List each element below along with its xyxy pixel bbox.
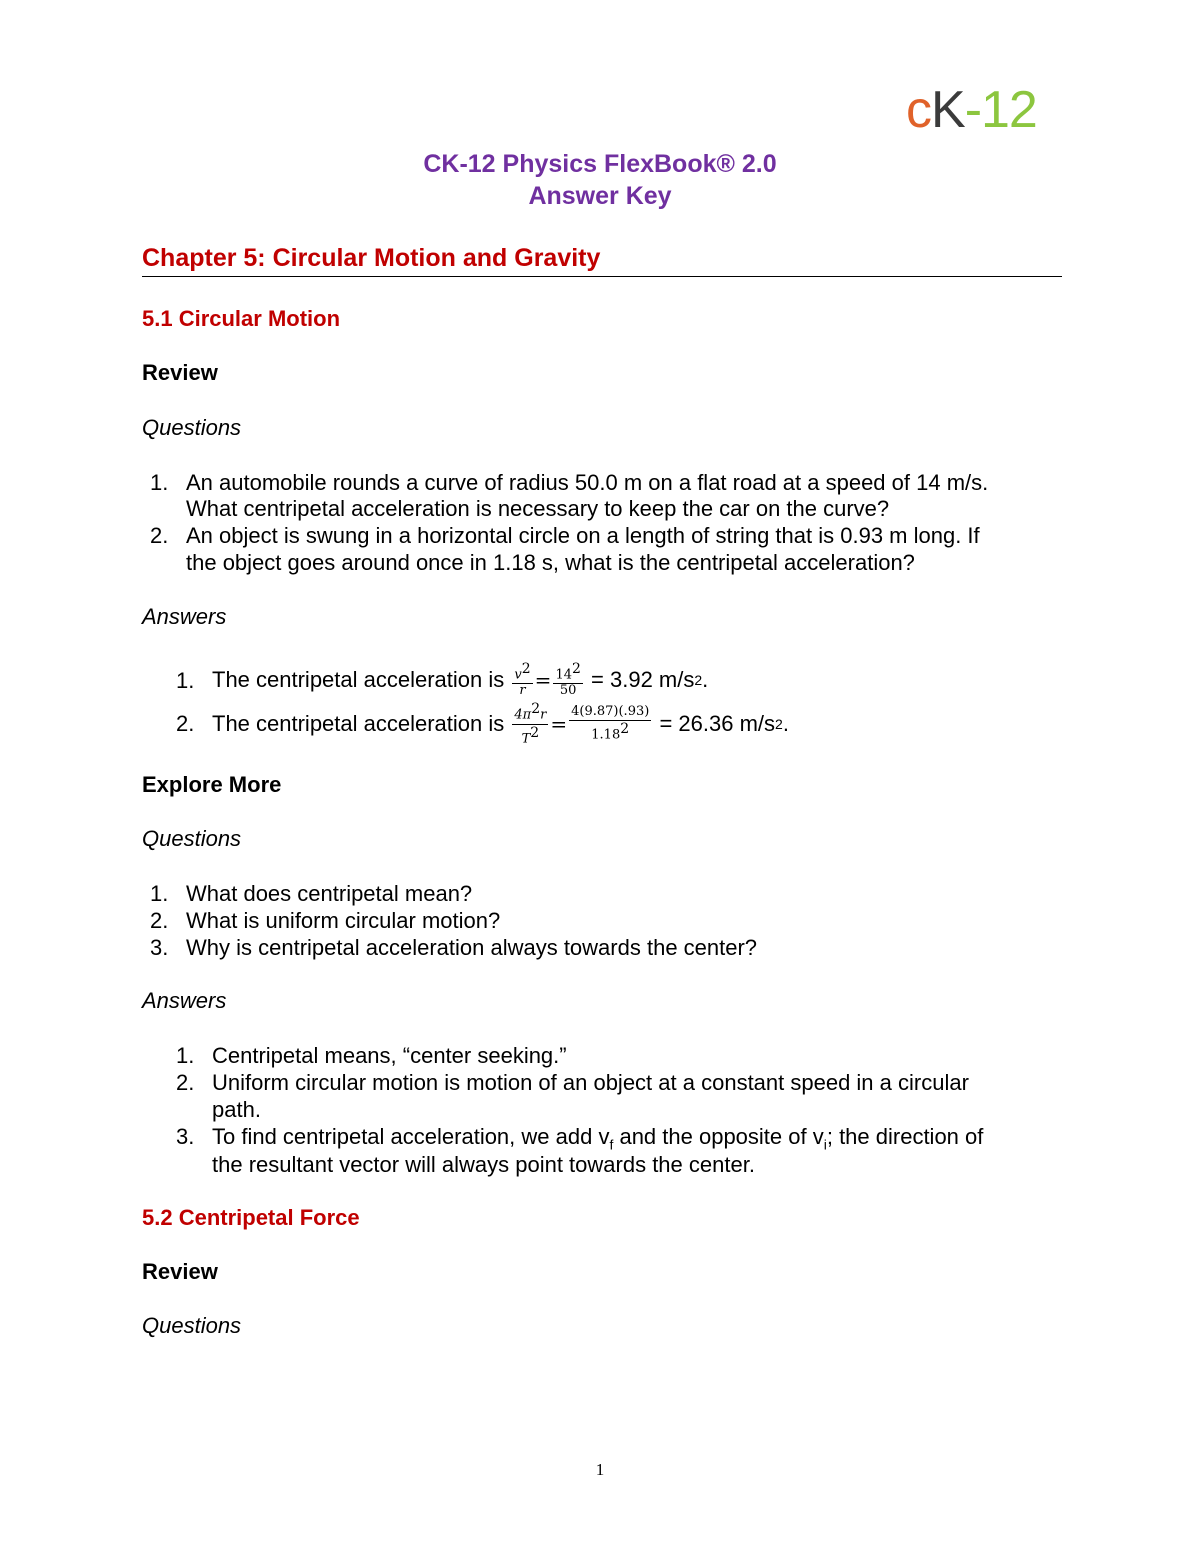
section-heading-5-2: 5.2 Centripetal Force bbox=[142, 1205, 360, 1230]
fraction: $\frac{4(9.87)(.93)}{1.18^2}$ bbox=[571, 703, 650, 743]
list-number: 3. bbox=[176, 1124, 195, 1149]
ck12-logo: cK-12 bbox=[906, 81, 1037, 139]
list-number: 1. bbox=[176, 668, 195, 693]
questions-heading: Questions bbox=[142, 415, 242, 440]
list-number: 2. bbox=[176, 711, 195, 736]
answer-prefix: The centripetal acceleration is bbox=[212, 711, 505, 736]
list-number: 1. bbox=[150, 470, 169, 495]
fraction: $\frac{4\pi^2r}{T^2}$ bbox=[514, 701, 547, 746]
list-number: 2. bbox=[176, 1070, 195, 1095]
question-text: Why is centripetal acceleration always towards the center? bbox=[186, 935, 758, 960]
document-title: CK-12 Physics FlexBook® 2.0 bbox=[423, 150, 777, 178]
answer-text: the resultant vector will always point towards the center. bbox=[212, 1152, 755, 1177]
question-text: An automobile rounds a curve of radius 50.0 m on a flat road at a speed of 14 m/s. bbox=[186, 470, 989, 495]
answer-text: path. bbox=[212, 1097, 261, 1122]
chapter-heading: Chapter 5: Circular Motion and Gravity bbox=[142, 244, 601, 272]
chapter-divider bbox=[142, 276, 1062, 277]
questions-heading: Questions bbox=[142, 826, 242, 851]
answer-equation: The centripetal acceleration is $\frac{4\pi^2r}{T^2}$ = $\frac{4(9.87)(.93)}{1.18^2}$ = 26.36 m/s 2 . bbox=[212, 701, 789, 746]
list-number: 1. bbox=[150, 881, 169, 906]
list-number: 2. bbox=[150, 523, 169, 548]
list-number: 2. bbox=[150, 908, 169, 933]
question-text: What centripetal acceleration is necessary to keep the car on the curve? bbox=[186, 496, 890, 521]
explore-more-heading: Explore More bbox=[142, 772, 282, 797]
question-text: What does centripetal mean? bbox=[186, 881, 473, 906]
page-number: 1 bbox=[595, 1460, 605, 1479]
answer-prefix: The centripetal acceleration is bbox=[212, 667, 505, 692]
review-heading: Review bbox=[142, 360, 218, 385]
section-heading-5-1: 5.1 Circular Motion bbox=[142, 306, 341, 331]
fraction: $\frac{v^2}{r}$ bbox=[514, 660, 531, 699]
answer-text: Uniform circular motion is motion of an object at a constant speed in a circular bbox=[212, 1070, 969, 1095]
answers-heading: Answers bbox=[142, 604, 227, 629]
answer-text: To find centripetal acceleration, we add $v_f$ and the opposite of $v_i$; the direction of bbox=[212, 1124, 984, 1153]
review-heading: Review bbox=[142, 1259, 218, 1284]
list-number: 1. bbox=[176, 1043, 195, 1068]
document-subtitle: Answer Key bbox=[528, 182, 672, 210]
list-number: 3. bbox=[150, 935, 169, 960]
questions-heading: Questions bbox=[142, 1313, 242, 1338]
fraction: $\frac{14^2}{50}$ bbox=[555, 660, 581, 699]
answer-text: Centripetal means, “center seeking.” bbox=[212, 1043, 567, 1068]
question-text: the object goes around once in 1.18 s, what is the centripetal acceleration? bbox=[186, 550, 915, 575]
answer-equation: The centripetal acceleration is $\frac{v^2}{r}$ = $\frac{14^2}{50}$ = 3.92 m/s 2 . bbox=[212, 660, 709, 699]
question-text: An object is swung in a horizontal circle on a length of string that is 0.93 m long. If bbox=[186, 523, 980, 548]
answers-heading: Answers bbox=[142, 988, 227, 1013]
question-text: What is uniform circular motion? bbox=[186, 908, 501, 933]
